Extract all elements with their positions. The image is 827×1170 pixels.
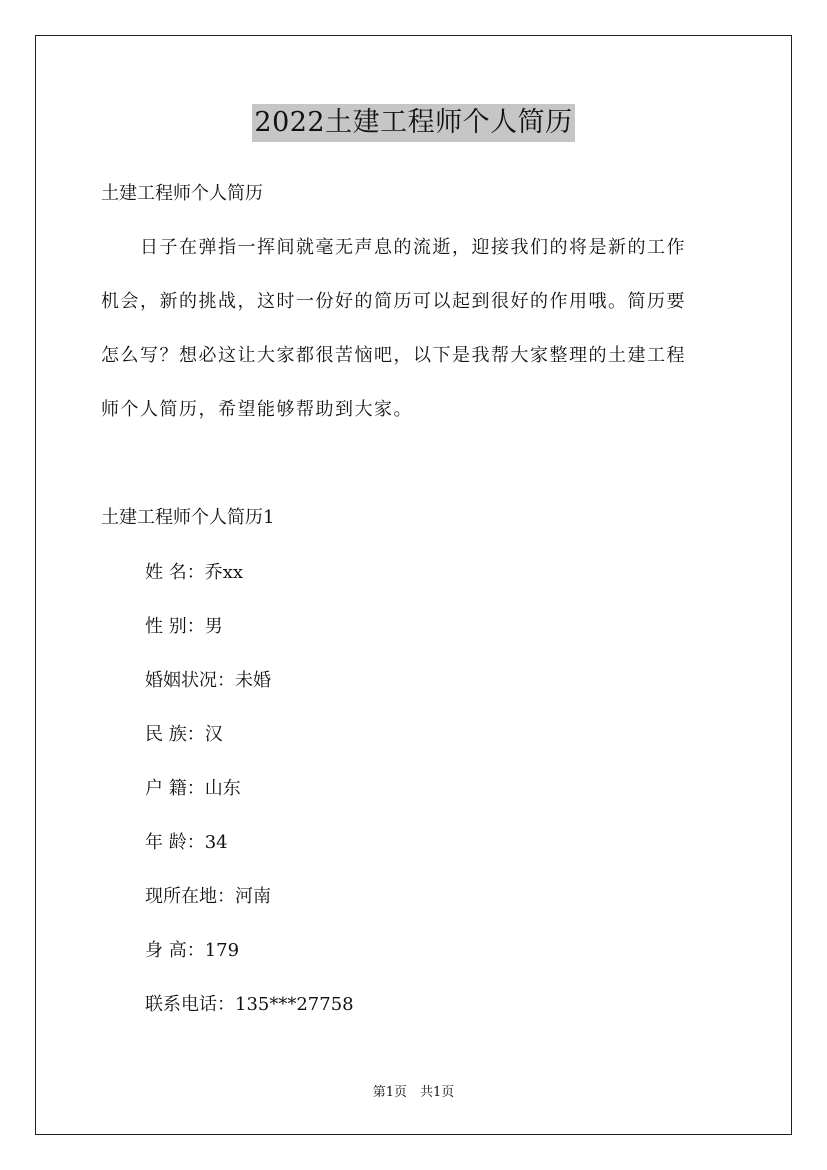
intro-line-4: 师个人简历，希望能够帮助到大家。 [101, 399, 413, 420]
document-title: 2022土建工程师个人简历 [252, 104, 574, 142]
title-container [0, 104, 827, 142]
field-height: 身 高：179 [145, 940, 240, 961]
field-gender: 性 别：男 [145, 616, 223, 637]
field-phone: 联系电话：135***27758 [145, 994, 354, 1015]
page-footer: 第1页 共1页 [372, 1085, 455, 1100]
field-marital-status: 婚姻状况：未婚 [145, 670, 271, 691]
field-age: 年 龄：34 [145, 832, 228, 853]
intro-line-3: 怎么写？想必这让大家都很苦恼吧，以下是我帮大家整理的土建工程 [101, 345, 686, 366]
intro-line-1: 日子在弹指一挥间就毫无声息的流逝，迎接我们的将是新的工作 [101, 237, 686, 258]
intro-line-2: 机会，新的挑战，这时一份好的简历可以起到很好的作用哦。简历要 [101, 291, 686, 312]
section-heading: 土建工程师个人简历1 [101, 507, 275, 528]
field-ethnicity: 民 族：汉 [145, 724, 223, 745]
document-subtitle: 土建工程师个人简历 [101, 183, 263, 204]
field-hukou: 户 籍：山东 [145, 778, 241, 799]
field-name: 姓 名：乔xx [145, 562, 244, 583]
field-location: 现所在地：河南 [145, 886, 271, 907]
